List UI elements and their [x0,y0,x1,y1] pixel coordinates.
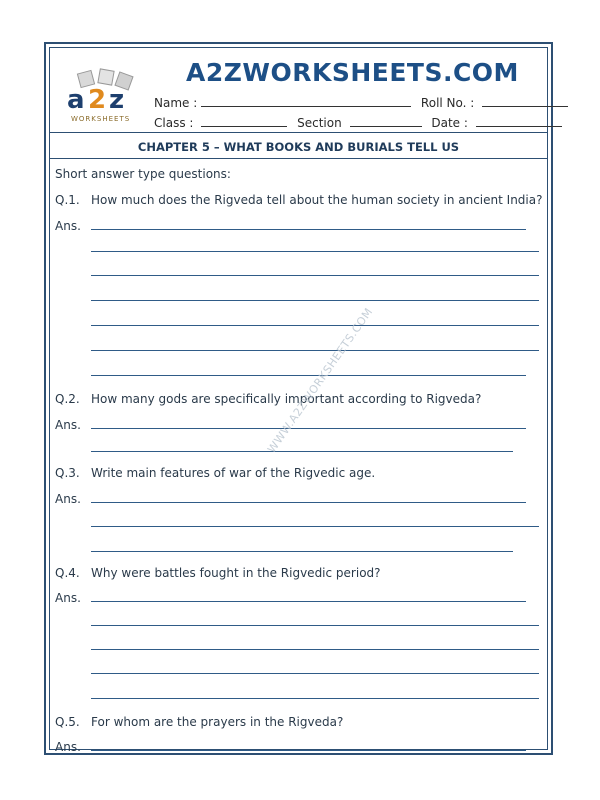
section-heading: Short answer type questions: [55,167,231,181]
answer-line[interactable] [91,750,526,751]
class-field[interactable] [201,115,287,127]
header-divider [50,132,547,133]
answer-line[interactable] [91,251,539,252]
question-number: Q.5. [55,715,80,729]
answer-line[interactable] [91,698,539,699]
question-text: Why were battles fought in the Rigvedic period? [91,566,381,580]
question-number: Q.3. [55,466,80,480]
answer-line[interactable] [91,375,526,376]
answer-label: Ans. [55,740,81,754]
worksheet-frame [44,42,553,755]
logo-text: WORKSHEETS [71,115,131,123]
chapter-title: CHAPTER 5 – WHAT BOOKS AND BURIALS TELL US [137,140,460,154]
svg-text:z: z [109,85,125,115]
answer-line[interactable] [91,275,539,276]
question-text: For whom are the prayers in the Rigveda? [91,715,344,729]
worksheet-header [50,48,547,134]
question-text: Write main features of war of the Rigvedic age. [91,466,376,480]
answer-line[interactable] [91,229,526,230]
answer-line[interactable] [91,502,526,503]
section-field[interactable] [350,115,422,127]
watermark: WWW.A2ZWORKSHEETS.COM [265,305,376,456]
roll-label: Roll No. : [420,96,475,110]
class-section-date-row [154,115,562,130]
answer-line[interactable] [91,428,526,429]
answer-label: Ans. [55,418,81,432]
name-label: Name : [154,96,198,110]
svg-text:2: 2 [88,85,107,115]
answer-label: Ans. [55,591,81,605]
name-field[interactable] [201,95,411,107]
site-title: A2ZWORKSHEETS.COM [186,58,519,87]
answer-line[interactable] [91,673,539,674]
question-number: Q.4. [55,566,80,580]
date-label: Date : [431,116,468,130]
question-number: Q.1. [55,193,80,207]
answer-line[interactable] [91,451,513,452]
svg-text:a: a [67,85,85,115]
answer-line[interactable] [91,526,539,527]
question-text: How many gods are specifically important according to Rigveda? [91,392,482,406]
class-label: Class : [154,116,194,130]
worksheet-inner-frame [49,47,548,754]
question-number: Q.2. [55,392,80,406]
section-label: Section [297,116,342,130]
answer-line[interactable] [91,551,513,552]
answer-line[interactable] [91,300,539,301]
a2z-logo [61,68,147,128]
chapter-divider [50,158,547,159]
date-field[interactable] [476,115,562,127]
answer-label: Ans. [55,492,81,506]
answer-line[interactable] [91,350,539,351]
answer-label: Ans. [55,219,81,233]
name-roll-row [154,95,568,110]
question-text: How much does the Rigveda tell about the human society in ancient India? [91,193,543,207]
answer-line[interactable] [91,325,539,326]
roll-field[interactable] [482,95,568,107]
answer-line[interactable] [91,625,539,626]
answer-line[interactable] [91,649,539,650]
answer-line[interactable] [91,601,526,602]
